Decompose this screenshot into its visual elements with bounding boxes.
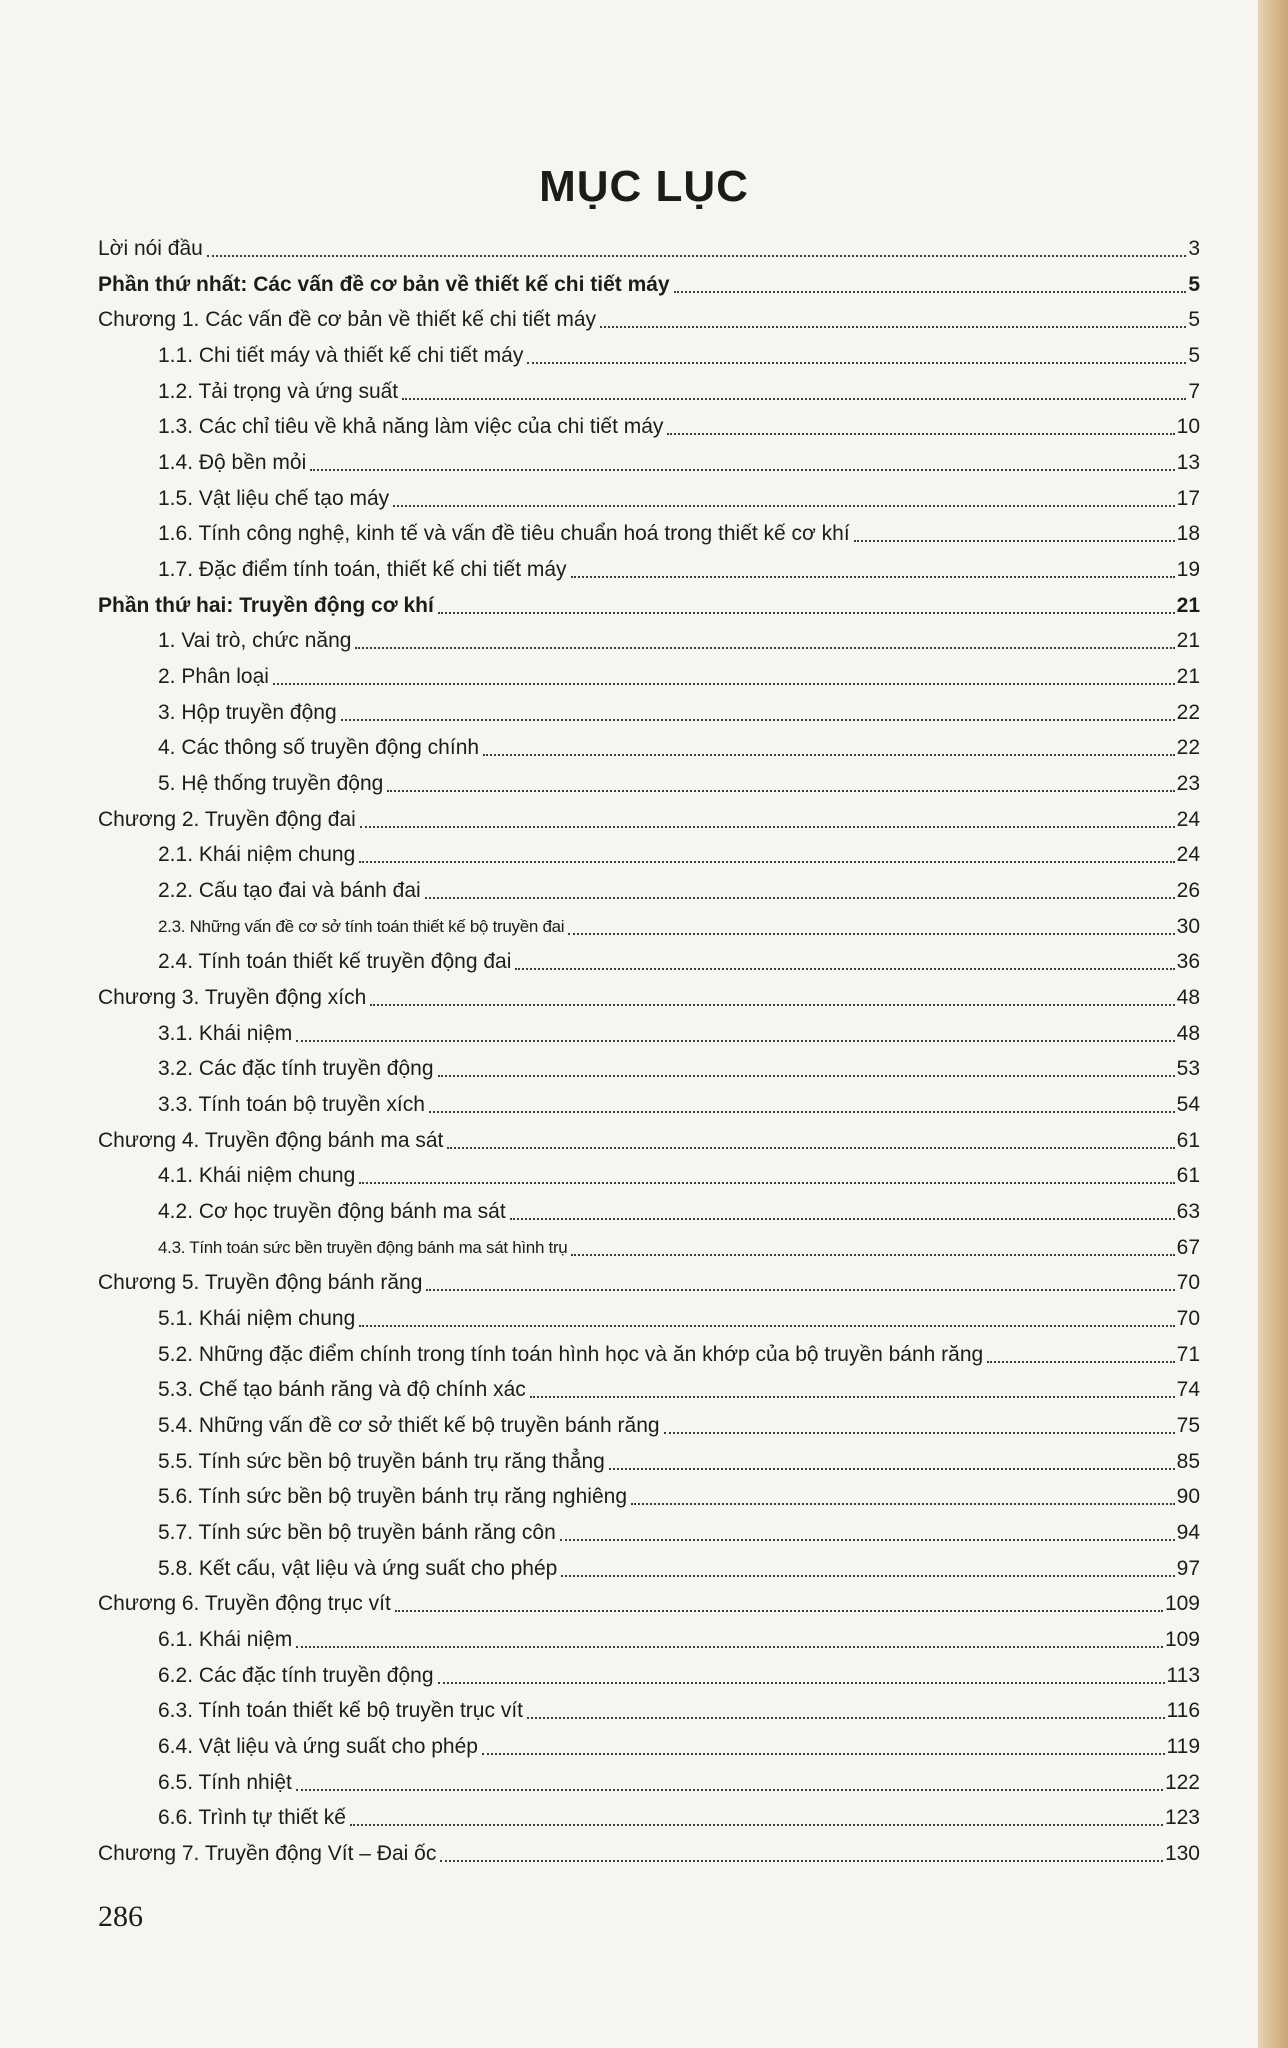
- dot-leader: [350, 1823, 1163, 1826]
- toc-entry-label: 1. Vai trò, chức năng: [158, 629, 352, 652]
- toc-entry: [158, 1516, 1200, 1546]
- toc-entry-label: Chương 3. Truyền động xích: [98, 986, 367, 1009]
- toc-entry: [98, 1124, 1200, 1154]
- toc-entry: [98, 981, 1200, 1011]
- toc-entry-label: 5.8. Kết cấu, vật liệu và ứng suất cho phép: [158, 1557, 558, 1580]
- toc-entry: [158, 1552, 1200, 1582]
- toc-entry-page: 10: [1176, 415, 1200, 438]
- toc-entry-label: 2.1. Khái niệm chung: [158, 843, 356, 866]
- toc-entry-label: Phần thứ nhất: Các vấn đề cơ bản về thiết kế chi tiết máy: [98, 273, 670, 296]
- toc-entry: [158, 1195, 1200, 1225]
- toc-entry-label: 6.2. Các đặc tính truyền động: [158, 1664, 434, 1687]
- dot-leader: [609, 1467, 1175, 1470]
- toc-entry-label: 1.6. Tính công nghệ, kinh tế và vấn đề tiêu chuẩn hoá trong thiết kế cơ khí: [158, 522, 850, 545]
- toc-entry: [158, 517, 1200, 547]
- toc-entry-label: 2.3. Những vấn đề cơ sở tính toán thiết kế bộ truyền đai: [158, 917, 565, 936]
- dot-leader: [296, 1645, 1163, 1648]
- dot-leader: [568, 932, 1174, 935]
- toc-entry: [158, 731, 1200, 761]
- toc-entry: [98, 232, 1200, 262]
- toc-entry-page: 130: [1164, 1842, 1200, 1865]
- toc-entry: [158, 1373, 1200, 1403]
- toc-entry-label: 6.4. Vật liệu và ứng suất cho phép: [158, 1735, 478, 1758]
- toc-entry: [98, 1837, 1200, 1867]
- toc-entry-page: 119: [1166, 1735, 1200, 1758]
- page-number: 286: [98, 1900, 143, 1933]
- toc-entry: [158, 874, 1200, 904]
- toc-entry: [158, 1694, 1200, 1724]
- toc-entry: [158, 375, 1200, 405]
- toc-entry: [158, 838, 1200, 868]
- toc-entry-page: 5: [1188, 344, 1200, 367]
- toc-entry: [158, 1231, 1200, 1261]
- dot-leader: [631, 1502, 1175, 1505]
- toc-entry: [158, 1766, 1200, 1796]
- toc-entry: [158, 1730, 1200, 1760]
- toc-entry-page: 75: [1176, 1414, 1200, 1437]
- toc-entry-page: 116: [1166, 1699, 1200, 1722]
- toc-entry-label: 1.4. Độ bền mỏi: [158, 451, 307, 474]
- toc-entry-label: 2.2. Cấu tạo đai và bánh đai: [158, 879, 421, 902]
- toc-entry-page: 3: [1188, 237, 1200, 260]
- toc-entry-page: 21: [1176, 665, 1200, 688]
- dot-leader: [296, 1788, 1163, 1791]
- toc-entry-page: 22: [1176, 736, 1200, 759]
- toc-entry-label: 5.1. Khái niệm chung: [158, 1307, 356, 1330]
- toc-entry: [158, 339, 1200, 369]
- dot-leader: [393, 504, 1175, 507]
- page-edge: [1258, 0, 1288, 2048]
- toc-entry: [98, 268, 1200, 298]
- dot-leader: [527, 1716, 1165, 1719]
- dot-leader: [571, 1253, 1174, 1256]
- dot-leader: [359, 1181, 1174, 1184]
- toc-entry-page: 70: [1176, 1307, 1200, 1330]
- dot-leader: [387, 789, 1174, 792]
- dot-leader: [310, 468, 1174, 471]
- toc-entry-page: 63: [1176, 1200, 1200, 1223]
- toc-entry: [158, 446, 1200, 476]
- toc-entry-page: 26: [1176, 879, 1200, 902]
- toc-entry-page: 53: [1176, 1057, 1200, 1080]
- toc-entry-label: 3. Hộp truyền động: [158, 701, 337, 724]
- toc-entry-label: 5.6. Tính sức bền bộ truyền bánh trụ răng nghiêng: [158, 1485, 627, 1508]
- toc-entry: [158, 1445, 1200, 1475]
- toc-entry-label: 6.3. Tính toán thiết kế bộ truyền trục vít: [158, 1699, 523, 1722]
- toc-entry: [98, 803, 1200, 833]
- toc-entry-page: 113: [1166, 1664, 1200, 1687]
- toc-entry: [158, 1338, 1200, 1368]
- toc-entry-label: 5.7. Tính sức bền bộ truyền bánh răng côn: [158, 1521, 556, 1544]
- toc-entry-page: 109: [1164, 1592, 1200, 1615]
- toc-entry-page: 71: [1176, 1343, 1200, 1366]
- toc-entry: [158, 767, 1200, 797]
- toc-entry-page: 17: [1176, 487, 1200, 510]
- toc-entry-page: 18: [1176, 522, 1200, 545]
- toc-entry-page: 48: [1176, 986, 1200, 1009]
- toc-entry-label: Chương 5. Truyền động bánh răng: [98, 1271, 423, 1294]
- toc-entry-label: 4.3. Tính toán sức bền truyền động bánh ma sát hình trụ: [158, 1238, 568, 1257]
- toc-entry-label: 4.2. Cơ học truyền động bánh ma sát: [158, 1200, 506, 1223]
- toc-entry-label: 5. Hệ thống truyền động: [158, 772, 384, 795]
- toc-entry-label: Lời nói đầu: [98, 237, 203, 260]
- toc-entry: [158, 553, 1200, 583]
- toc-entry: [158, 1801, 1200, 1831]
- dot-leader: [273, 682, 1175, 685]
- dot-leader: [527, 361, 1186, 364]
- toc-entry-label: Phần thứ hai: Truyền động cơ khí: [98, 594, 434, 617]
- dot-leader: [207, 254, 1186, 257]
- toc-entry-page: 21: [1176, 594, 1200, 617]
- dot-leader: [987, 1360, 1174, 1363]
- toc-entry: [98, 1266, 1200, 1296]
- toc-entry-label: Chương 4. Truyền động bánh ma sát: [98, 1129, 444, 1152]
- dot-leader: [359, 860, 1174, 863]
- dot-leader: [854, 539, 1175, 542]
- toc-entry-page: 61: [1176, 1129, 1200, 1152]
- toc-entry-page: 67: [1176, 1236, 1200, 1259]
- toc-entry-page: 24: [1176, 843, 1200, 866]
- toc-entry-page: 30: [1176, 915, 1200, 938]
- toc-entry: [158, 1659, 1200, 1689]
- toc-entry: [158, 945, 1200, 975]
- dot-leader: [355, 646, 1174, 649]
- toc-entry-page: 109: [1164, 1628, 1200, 1651]
- toc-entry-page: 24: [1176, 808, 1200, 831]
- toc-entry-page: 48: [1176, 1022, 1200, 1045]
- toc-entry: [158, 696, 1200, 726]
- toc-entry: [158, 1409, 1200, 1439]
- dot-leader: [438, 611, 1175, 614]
- toc-entry-label: Chương 1. Các vấn đề cơ bản về thiết kế chi tiết máy: [98, 308, 597, 331]
- toc-entry: [158, 1052, 1200, 1082]
- toc-entry-page: 61: [1176, 1164, 1200, 1187]
- toc-entry-label: 5.3. Chế tạo bánh răng và độ chính xác: [158, 1378, 526, 1401]
- toc-entry-page: 5: [1188, 273, 1200, 296]
- toc-entry-label: 3.3. Tính toán bộ truyền xích: [158, 1093, 425, 1116]
- dot-leader: [370, 1003, 1174, 1006]
- toc-entry-label: 5.4. Những vấn đề cơ sở thiết kế bộ truyền bánh răng: [158, 1414, 660, 1437]
- dot-leader: [395, 1609, 1163, 1612]
- toc-entry-label: 2. Phân loại: [158, 665, 269, 688]
- toc-entry-label: Chương 2. Truyền động đai: [98, 808, 356, 831]
- toc-entry: [158, 624, 1200, 654]
- toc-entry-page: 54: [1176, 1093, 1200, 1116]
- dot-leader: [483, 753, 1175, 756]
- toc-entry-label: Chương 7. Truyền động Vít – Đai ốc: [98, 1842, 437, 1865]
- toc-entry: [98, 1587, 1200, 1617]
- toc-entry-page: 13: [1176, 451, 1200, 474]
- toc-entry-page: 22: [1176, 701, 1200, 724]
- dot-leader: [429, 1110, 1175, 1113]
- toc-entry-page: 94: [1176, 1521, 1200, 1544]
- toc-entry: [98, 589, 1200, 619]
- toc-entry-label: 6.1. Khái niệm: [158, 1628, 293, 1651]
- toc-entry-page: 23: [1176, 772, 1200, 795]
- toc-entry: [158, 1088, 1200, 1118]
- toc-entry-page: 123: [1164, 1806, 1200, 1829]
- toc-entry-label: Chương 6. Truyền động trục vít: [98, 1592, 391, 1615]
- dot-leader: [341, 718, 1175, 721]
- toc-entry-label: 2.4. Tính toán thiết kế truyền động đai: [158, 950, 512, 973]
- dot-leader: [571, 575, 1175, 578]
- dot-leader: [530, 1395, 1175, 1398]
- dot-leader: [561, 1574, 1174, 1577]
- toc-entry-label: 6.5. Tính nhiệt: [158, 1771, 292, 1794]
- toc-entry-page: 36: [1176, 950, 1200, 973]
- toc-entry: [158, 482, 1200, 512]
- toc-entry-page: 70: [1176, 1271, 1200, 1294]
- toc-entry-label: 3.1. Khái niệm: [158, 1022, 293, 1045]
- toc-entry-page: 5: [1188, 308, 1200, 331]
- toc-entry: [158, 1017, 1200, 1047]
- toc-entry-label: 1.2. Tải trọng và ứng suất: [158, 380, 399, 403]
- dot-leader: [296, 1039, 1174, 1042]
- toc-entry-label: 5.2. Những đặc điểm chính trong tính toán hình học và ăn khớp của bộ truyền bánh răng: [158, 1343, 984, 1366]
- toc-entry-label: 6.6. Trình tự thiết kế: [158, 1806, 346, 1829]
- dot-leader: [438, 1681, 1165, 1684]
- dot-leader: [482, 1752, 1165, 1755]
- dot-leader: [440, 1859, 1163, 1862]
- toc-entry-label: 1.3. Các chỉ tiêu về khả năng làm việc của chi tiết máy: [158, 415, 664, 438]
- dot-leader: [402, 397, 1186, 400]
- toc-entry-label: 5.5. Tính sức bền bộ truyền bánh trụ răng thẳng: [158, 1450, 605, 1473]
- toc-entry: [158, 1159, 1200, 1189]
- toc-entry: [158, 1302, 1200, 1332]
- dot-leader: [667, 432, 1174, 435]
- dot-leader: [359, 1324, 1174, 1327]
- toc-entry-label: 4.1. Khái niệm chung: [158, 1164, 356, 1187]
- toc-entry-page: 85: [1176, 1450, 1200, 1473]
- toc-entry-page: 90: [1176, 1485, 1200, 1508]
- dot-leader: [600, 325, 1186, 328]
- toc-entry: [158, 1480, 1200, 1510]
- page-title: MỤC LỤC: [539, 162, 749, 211]
- dot-leader: [426, 1288, 1174, 1291]
- toc-entry: [98, 303, 1200, 333]
- toc-entry-page: 97: [1176, 1557, 1200, 1580]
- toc-entry: [158, 1623, 1200, 1653]
- toc-entry-label: 1.5. Vật liệu chế tạo máy: [158, 487, 390, 510]
- toc-entry-page: 74: [1176, 1378, 1200, 1401]
- toc-entry: [158, 410, 1200, 440]
- dot-leader: [515, 967, 1174, 970]
- toc-entry-page: 19: [1176, 558, 1200, 581]
- dot-leader: [447, 1146, 1174, 1149]
- toc-entry-label: 1.7. Đặc điểm tính toán, thiết kế chi tiết máy: [158, 558, 567, 581]
- toc-entry-label: 1.1. Chi tiết máy và thiết kế chi tiết máy: [158, 344, 524, 367]
- dot-leader: [425, 896, 1175, 899]
- dot-leader: [674, 290, 1187, 293]
- dot-leader: [560, 1538, 1175, 1541]
- toc-entry: [158, 910, 1200, 940]
- toc-entry-label: 4. Các thông số truyền động chính: [158, 736, 480, 759]
- dot-leader: [438, 1074, 1175, 1077]
- dot-leader: [664, 1431, 1175, 1434]
- toc-entry-page: 122: [1164, 1771, 1200, 1794]
- dot-leader: [510, 1217, 1175, 1220]
- toc-entry-label: 3.2. Các đặc tính truyền động: [158, 1057, 434, 1080]
- toc-entry-page: 21: [1176, 629, 1200, 652]
- toc-entry-page: 7: [1188, 380, 1200, 403]
- toc-entry: [158, 660, 1200, 690]
- dot-leader: [360, 825, 1175, 828]
